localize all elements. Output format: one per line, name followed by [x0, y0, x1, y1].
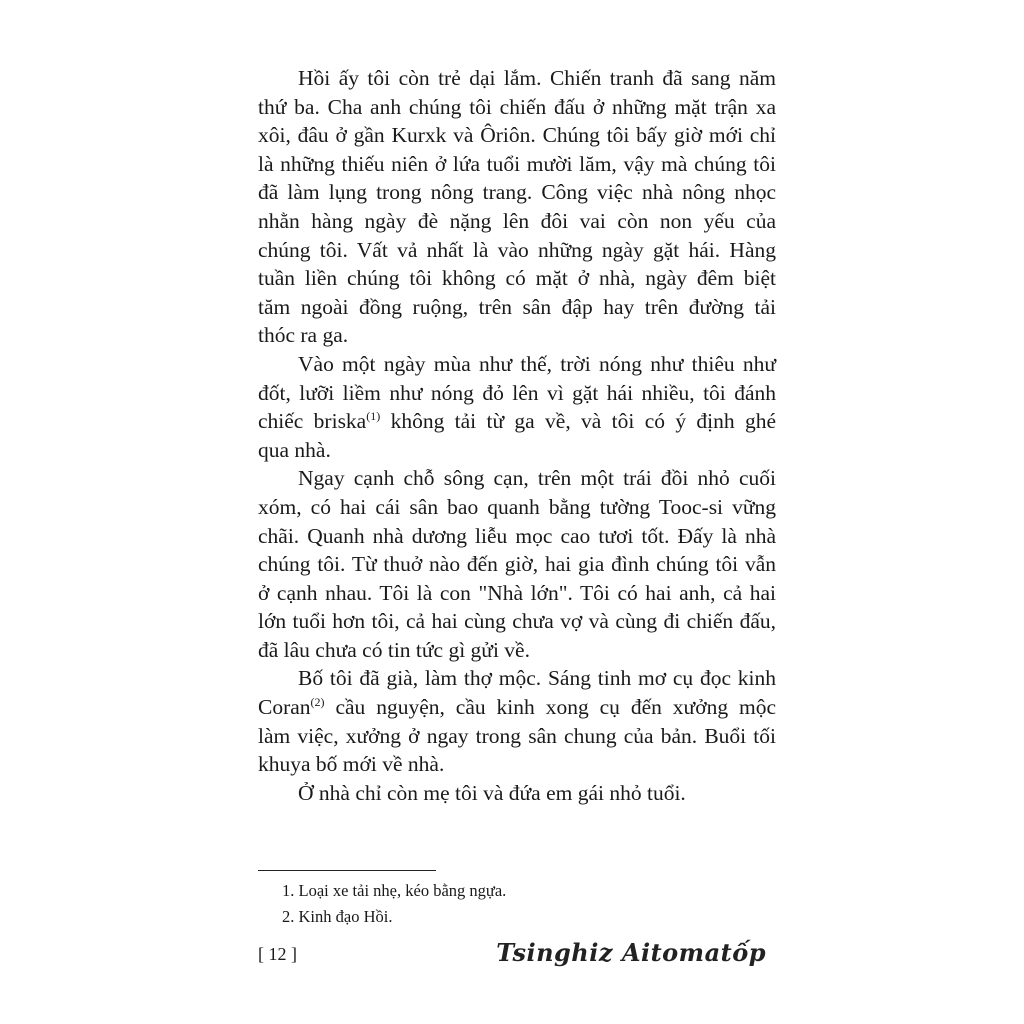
- text-line: là những thiếu niên ở lứa tuổi mười lăm, vậy mà chúng tôi: [258, 151, 776, 176]
- text-line: xôi, đâu ở gần Kurxk và Ôriôn. Chúng tôi bấy giờ mới chỉ: [258, 123, 776, 148]
- text-line: khuya bố mới về nhà.: [258, 752, 445, 777]
- paragraph-3: [258, 464, 776, 664]
- text-line: ở cạnh nhau. Tôi là con "Nhà lớn". Tôi có hai anh, cả hai: [258, 580, 776, 605]
- footnote-mark-1: (1): [366, 409, 381, 424]
- footnote-1: 1. Loại xe tải nhẹ, kéo bằng ngựa.: [282, 881, 507, 900]
- paragraph-5: [258, 779, 776, 808]
- text-fragment: chiếc briska: [258, 409, 367, 434]
- text-fragment: không tải từ ga về, và tôi có ý định ghé: [380, 409, 776, 434]
- paragraph-4: [258, 664, 776, 778]
- text-line: chúng tôi. Vất vả nhất là vào những ngày gặt hái. Hàng: [258, 237, 776, 262]
- text-line: thứ ba. Cha anh chúng tôi chiến đấu ở những mặt trận xa: [258, 94, 776, 119]
- text-fragment: Coran: [258, 695, 311, 720]
- body-text: [258, 64, 776, 807]
- text-line: lớn tuổi hơn tôi, cả hai cùng chưa vợ và cùng đi chiến đấu,: [258, 609, 776, 634]
- text-line: làm việc, xưởng ở ngay trong sân chung của bản. Buổi tối: [258, 723, 776, 748]
- author-signature: Tsinghiz Aitomatốp: [496, 938, 766, 967]
- page-number: [ 12 ]: [258, 944, 297, 964]
- footnote-2: 2. Kinh đạo Hồi.: [282, 907, 393, 926]
- text-line: Hồi ấy tôi còn trẻ dại lắm. Chiến tranh đã sang năm: [298, 66, 776, 90]
- footnotes: [282, 878, 762, 930]
- text-line: đã làm lụng trong nông trang. Công việc nhà nông nhọc: [258, 180, 776, 205]
- text-line-with-footnote: [258, 407, 776, 436]
- text-line: đã lâu chưa có tin tức gì gửi về.: [258, 637, 530, 662]
- text-line: đốt, lưỡi liềm như nóng đỏ lên vì gặt hái nhiều, tôi đánh: [258, 380, 776, 405]
- text-line: nhằn hàng ngày đè nặng lên đôi vai còn non yếu của: [258, 208, 776, 233]
- text-line: chúng tôi. Từ thuở nào đến giờ, hai gia đình chúng tôi vẫn: [258, 552, 776, 577]
- text-line: tuần liền chúng tôi không có mặt ở nhà, ngày đêm biệt: [258, 266, 776, 291]
- text-line: tăm ngoài đồng ruộng, trên sân đập hay trên đường tải: [258, 294, 776, 319]
- footnote-mark-2: (2): [310, 695, 325, 710]
- footnote-divider: [258, 870, 436, 871]
- text-line: xóm, có hai cái sân bao quanh bằng tường Tooc-si vững: [258, 494, 776, 519]
- text-line: qua nhà.: [258, 437, 331, 462]
- text-line-with-footnote: [258, 693, 776, 722]
- paragraph-1: [258, 64, 776, 350]
- text-line: Vào một ngày mùa như thế, trời nóng như thiêu như: [298, 351, 776, 376]
- text-fragment: cầu nguyện, cầu kinh xong cụ đến xưởng mộc: [324, 695, 776, 720]
- text-line: Ngay cạnh chỗ sông cạn, trên một trái đồi nhỏ cuối: [298, 466, 776, 491]
- text-line: thóc ra ga.: [258, 323, 349, 348]
- text-line: chãi. Quanh nhà dương liễu mọc cao tươi tốt. Đấy là nhà: [258, 523, 776, 548]
- text-line: Bố tôi đã già, làm thợ mộc. Sáng tinh mơ cụ đọc kinh: [298, 666, 776, 691]
- paragraph-2: [258, 350, 776, 464]
- text-line: Ở nhà chỉ còn mẹ tôi và đứa em gái nhỏ tuổi.: [298, 780, 686, 805]
